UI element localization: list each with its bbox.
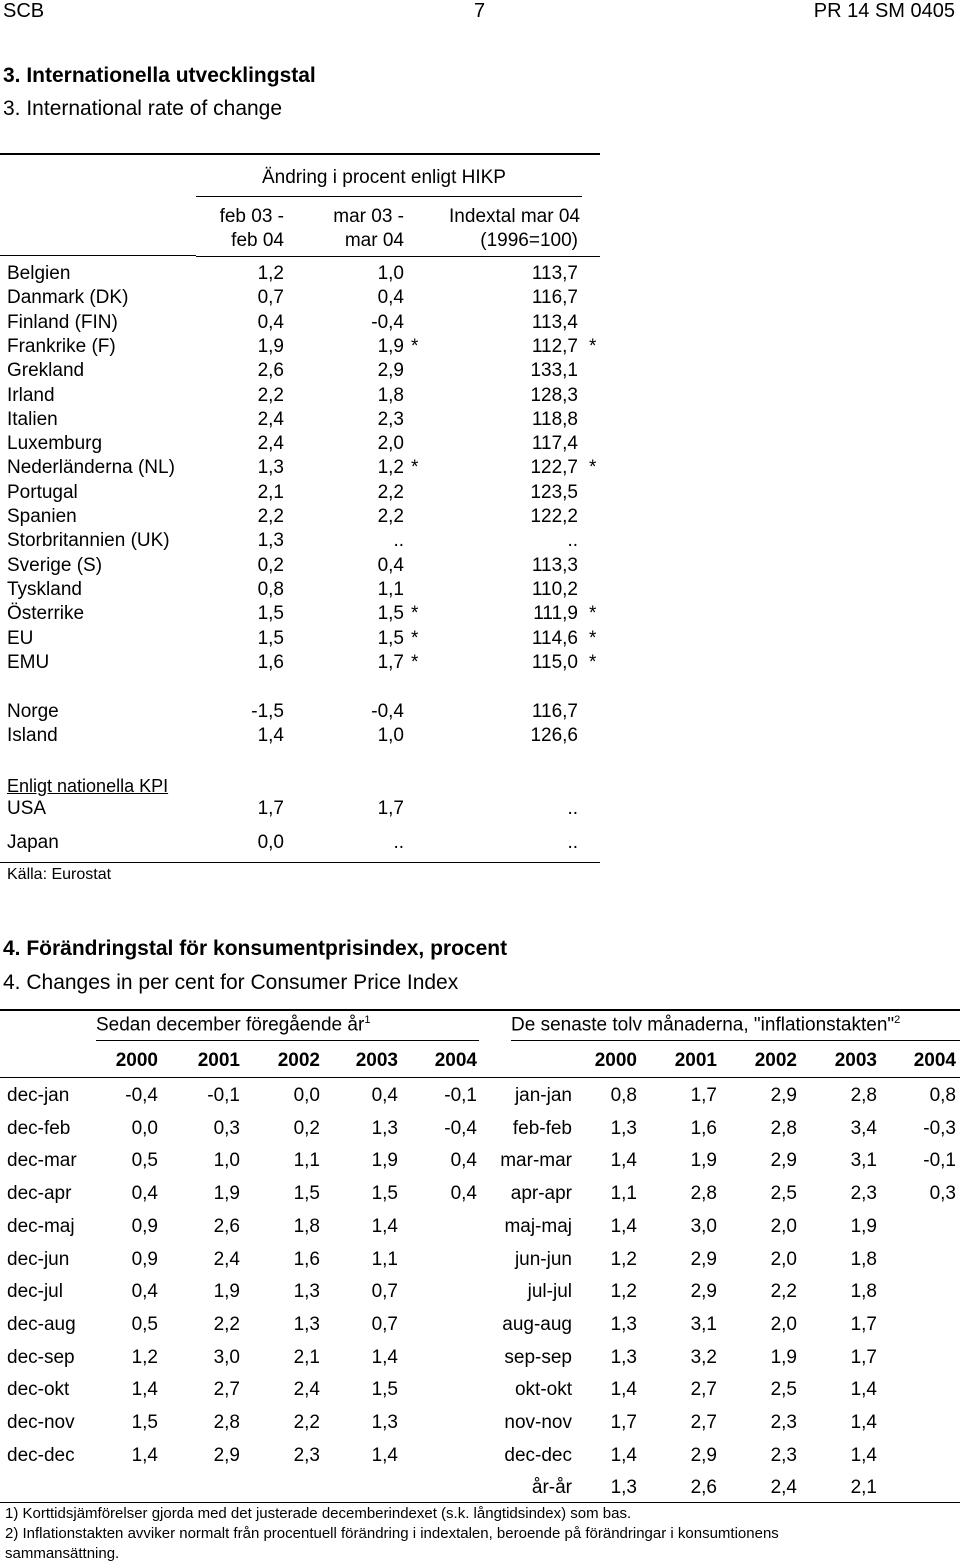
value-left: 1,4 [371,1215,398,1237]
col3-header-line2: (1996=100) [480,230,578,251]
change-feb: 1,3 [257,457,284,479]
value-left: 0,5 [131,1150,158,1172]
value-left: 1,3 [371,1412,398,1433]
table-row [0,1445,960,1478]
change-feb: 0,4 [257,311,284,333]
t2-bottom-rule [0,1502,960,1503]
value-left: 0,3 [213,1117,240,1139]
country-label: Danmark (DK) [7,287,129,309]
value-left: 2,1 [293,1346,320,1368]
country-label: Portugal [7,481,78,503]
value-left: -0,4 [125,1085,158,1106]
country-label: Nederländerna (NL) [7,457,175,479]
left-group-rule [96,1040,479,1041]
change-mar: 1,0 [377,725,404,747]
value-right: 1,4 [850,1379,877,1401]
index-value: 128,3 [530,384,578,406]
value-left: 1,9 [213,1281,240,1303]
index-value: 116,7 [531,287,578,309]
value-left: 1,5 [371,1183,398,1205]
change-mar: 2,9 [377,360,404,382]
value-left: 0,0 [131,1117,158,1139]
change-feb: 1,5 [257,627,284,649]
change-mar-flag: * [411,627,419,649]
period-label-left: dec-nov [7,1412,75,1433]
change-feb: 0,0 [257,832,284,853]
period-label-right: okt-okt [514,1379,572,1401]
value-right: 0,8 [929,1085,956,1106]
value-right: 2,9 [690,1281,717,1303]
col1-header-line2: feb 04 [231,230,284,251]
value-left: 1,9 [371,1150,398,1172]
value-right: 1,9 [770,1346,797,1368]
period-label-right: apr-apr [510,1183,572,1205]
right-group-header [511,1014,900,1036]
year-right-4: 2004 [913,1050,956,1071]
period-label-right: jan-jan [514,1085,572,1106]
value-left: 1,2 [131,1346,158,1368]
year-left-2: 2002 [277,1050,320,1071]
period-label-left: dec-feb [7,1117,71,1139]
left-group-header-text: Sedan december föregående år [96,1014,365,1036]
index-value: 114,6 [531,627,578,649]
change-feb: 1,6 [257,651,284,673]
index-value: 111,9 [533,603,578,625]
period-label-left: dec-jun [7,1248,70,1270]
value-right: 1,2 [610,1281,637,1303]
value-right: 2,8 [850,1085,877,1106]
country-label: Italien [7,408,58,430]
section3-title-en: 3. International rate of change [3,97,283,120]
period-label-left: dec-mar [7,1150,77,1172]
value-right: 2,6 [690,1477,717,1499]
table-row [0,1216,960,1249]
index-value: 112,7 [531,335,578,357]
country-label: USA [7,798,47,819]
country-label: Luxemburg [7,433,103,455]
index-value: 116,7 [531,701,578,722]
change-mar: 0,4 [377,554,404,576]
country-label: Österrike [7,603,85,625]
change-mar: 1,7 [377,798,404,819]
period-label-left: dec-apr [7,1183,72,1205]
section4-title-en: 4. Changes in per cent for Consumer Price Index [3,971,459,994]
index-value-flag: * [589,651,597,673]
value-right: -0,1 [923,1150,956,1172]
value-left: 1,1 [293,1150,320,1172]
change-mar: 0,4 [377,287,404,309]
year-right-1: 2001 [674,1050,717,1071]
index-value: .. [567,798,578,819]
period-label-left: dec-sep [7,1346,75,1368]
value-left: 1,0 [213,1150,240,1172]
change-mar: 2,2 [377,481,404,503]
period-label-right: år-år [531,1477,572,1499]
value-left: 0,0 [293,1085,320,1106]
index-value: 117,4 [531,433,578,455]
index-value: .. [567,530,578,552]
country-label: Irland [7,384,55,406]
period-label-right: sep-sep [504,1346,572,1368]
col1-header-line1: feb 03 - [219,206,284,227]
value-right: 2,0 [770,1313,797,1335]
value-right: 2,9 [690,1444,717,1466]
table-row [0,1183,960,1216]
index-value-flag: * [589,457,597,479]
left-group-header [96,1014,370,1036]
change-mar: 1,0 [377,263,404,284]
value-right: 3,1 [850,1150,877,1172]
index-value: 115,0 [531,651,578,673]
year-left-0: 2000 [115,1050,158,1071]
value-right: 2,2 [770,1281,797,1303]
change-mar: 2,3 [377,408,404,430]
change-feb: 2,6 [257,360,284,382]
value-left: 2,2 [213,1313,240,1335]
country-label: Japan [7,832,59,853]
header-right: PR 14 SM 0405 [813,0,955,22]
page-number: 7 [474,0,486,22]
value-left: 1,4 [371,1444,398,1466]
value-right: 2,9 [690,1248,717,1270]
index-value-flag: * [589,335,597,357]
table-row [0,1150,960,1183]
value-right: 2,3 [850,1183,877,1205]
value-left: 0,4 [371,1085,398,1106]
index-value: 113,3 [531,554,578,576]
value-right: 2,4 [770,1477,797,1499]
period-label-left: dec-jan [7,1085,70,1106]
t2-top-rule [0,1009,960,1011]
country-label: Frankrike (F) [7,335,116,357]
change-mar: 1,8 [377,384,404,406]
country-label: Grekland [7,360,85,382]
table-row [0,1281,960,1314]
value-right: 2,3 [770,1412,797,1433]
change-feb: 1,9 [257,335,284,357]
value-right: 0,3 [929,1183,956,1205]
change-feb: 2,4 [257,408,284,430]
value-right: 1,9 [690,1150,717,1172]
value-left: 0,7 [371,1313,398,1335]
value-right: 2,0 [770,1248,797,1270]
value-right: 1,9 [850,1215,877,1237]
value-right: 1,3 [610,1477,637,1499]
value-right: 2,8 [690,1183,717,1205]
value-left: 2,7 [213,1379,240,1401]
value-right: 1,4 [610,1215,637,1237]
value-right: 3,4 [850,1117,877,1139]
value-right: 1,3 [610,1346,637,1368]
value-right: 3,2 [690,1346,717,1368]
change-mar-flag: * [411,651,419,673]
right-group-header-sup: 2 [894,1014,901,1026]
year-left-4: 2004 [434,1050,477,1071]
change-mar: 1,1 [377,578,404,600]
value-left: 1,5 [131,1412,158,1433]
value-left: 0,9 [131,1215,158,1237]
right-group-rule [511,1040,960,1041]
value-left: 3,0 [213,1346,240,1368]
index-value: 113,4 [531,311,578,333]
index-value: .. [567,832,578,853]
table-row [0,1412,960,1445]
period-label-right: maj-maj [504,1215,572,1237]
change-feb: 1,4 [257,725,284,747]
country-label: Island [7,725,58,747]
change-feb: 0,8 [257,578,284,600]
period-label-right: dec-dec [504,1444,572,1466]
section4-title-sv: 4. Förändringstal för konsumentprisindex, procent [3,937,508,960]
kpi-heading: Enligt nationella KPI [7,776,169,796]
index-value: 123,5 [530,481,578,503]
period-label-left: dec-jul [7,1281,63,1303]
value-left: 0,4 [131,1281,158,1303]
index-value: 110,2 [531,578,578,600]
table-row [0,1314,960,1347]
change-mar: -0,4 [371,701,404,722]
footnote-2: 2) Inflationstakten avviker normalt från procentuell förändring i indextalen, beroende på förändringar i konsumtionens [5,1525,779,1542]
period-label-right: nov-nov [504,1412,572,1433]
change-feb: -1,5 [251,701,284,722]
value-right: 2,1 [850,1477,877,1499]
change-mar: 1,7 [377,651,404,673]
year-right-3: 2003 [834,1050,877,1071]
value-right: 2,0 [770,1215,797,1237]
change-mar: 1,5 [377,627,404,649]
period-label-left: dec-aug [7,1313,76,1335]
value-right: 2,3 [770,1444,797,1466]
value-right: 1,4 [610,1444,637,1466]
index-value: 122,7 [530,457,578,479]
value-right: 1,4 [610,1150,637,1172]
index-value-flag: * [589,603,597,625]
value-left: 0,5 [131,1313,158,1335]
change-feb: 1,2 [257,263,284,284]
value-left: 2,4 [293,1379,320,1401]
period-label-right: jun-jun [514,1248,572,1270]
change-mar: 2,0 [377,433,404,455]
value-right: 1,7 [850,1313,877,1335]
value-right: 0,8 [610,1085,637,1106]
value-right: 2,8 [770,1117,797,1139]
header-left: SCB [3,0,45,22]
value-right: 3,0 [690,1215,717,1237]
value-right: 1,7 [690,1085,717,1106]
value-left: 2,6 [213,1215,240,1237]
value-left: -0,4 [444,1117,477,1139]
table-row [0,1347,960,1380]
change-mar: 1,5 [377,603,404,625]
year-header-rule [0,1077,960,1078]
country-label: Tyskland [7,578,82,600]
change-feb: 0,7 [257,287,284,309]
value-right: 2,7 [690,1412,717,1433]
value-right: 1,7 [850,1346,877,1368]
col2-header-line1: mar 03 - [333,206,404,227]
value-left: 1,3 [371,1117,398,1139]
value-left: 1,3 [293,1281,320,1303]
value-left: 1,4 [371,1346,398,1368]
value-right: 1,3 [610,1117,637,1139]
period-label-right: aug-aug [502,1313,572,1335]
period-label-right: mar-mar [500,1150,572,1172]
period-label-right: jul-jul [527,1281,572,1303]
country-label: Sverige (S) [7,554,103,576]
value-right: 1,4 [610,1379,637,1401]
value-right: 1,8 [850,1248,877,1270]
period-label-left: dec-dec [7,1444,75,1466]
right-group-header-text: De senaste tolv månaderna, "inflationstakten" [511,1014,895,1036]
value-left: 0,4 [450,1150,477,1172]
index-value-flag: * [589,627,597,649]
change-feb: 2,2 [257,506,284,527]
table-row [0,1379,960,1412]
col3-header-line1: Indextal mar 04 [449,206,580,227]
value-left: 0,7 [371,1281,398,1303]
change-feb: 1,7 [257,798,284,819]
change-feb: 2,4 [257,433,284,455]
table-row [0,1118,960,1151]
country-label: Belgien [7,263,71,284]
index-value: 122,2 [530,506,578,527]
index-value: 113,7 [531,263,578,284]
value-left: 1,8 [293,1215,320,1237]
year-row [0,1050,960,1083]
value-right: 3,1 [690,1313,717,1335]
change-feb: 2,2 [257,384,284,406]
value-left: 1,3 [293,1313,320,1335]
value-right: 2,9 [770,1085,797,1106]
value-right: 1,4 [850,1412,877,1433]
value-right: 2,9 [770,1150,797,1172]
value-left: 2,9 [213,1444,240,1466]
country-label: Spanien [7,506,77,527]
year-left-3: 2003 [355,1050,398,1071]
change-mar: .. [393,832,404,853]
value-right: 2,7 [690,1379,717,1401]
value-left: 2,8 [213,1412,240,1433]
value-left: 0,9 [131,1248,158,1270]
value-left: -0,1 [444,1085,477,1106]
section3-title-sv: 3. Internationella utvecklingstal [3,64,316,87]
value-right: -0,3 [923,1117,956,1139]
table-row [0,1085,960,1118]
value-left: 1,6 [293,1248,320,1270]
left-group-header-sup: 1 [364,1014,371,1026]
col2-header-line2: mar 04 [344,230,404,251]
change-mar: .. [393,530,404,552]
country-label: EMU [7,651,50,673]
change-feb: 0,2 [257,554,284,576]
change-feb: 1,5 [257,603,284,625]
value-left: 2,2 [293,1412,320,1433]
change-feb: 2,1 [257,481,284,503]
period-label-left: dec-okt [7,1379,70,1401]
value-right: 1,3 [610,1313,637,1335]
country-label: Storbritannien (UK) [7,530,170,552]
value-left: 1,4 [131,1379,158,1401]
year-right-0: 2000 [594,1050,637,1071]
value-left: 1,9 [213,1183,240,1205]
year-right-2: 2002 [754,1050,797,1071]
index-value: 118,8 [531,408,578,430]
change-mar-flag: * [411,603,419,625]
footnote-2-cont: sammansättning. [5,1545,120,1562]
footnote-1: 1) Korttidsjämförelser gjorda med det justerade decemberindexet (s.k. långtidsindex) som bas. [5,1505,632,1522]
change-mar: 2,2 [377,506,404,527]
value-left: 0,4 [131,1183,158,1205]
group-header: Ändring i procent enligt HIKP [262,167,506,188]
change-mar-flag: * [411,457,419,479]
period-label-left: dec-maj [7,1215,75,1237]
value-right: 1,8 [850,1281,877,1303]
value-right: 2,5 [770,1379,797,1401]
value-left: 1,4 [131,1444,158,1466]
value-left: -0,1 [207,1085,240,1106]
value-left: 0,4 [450,1183,477,1205]
index-value: 126,6 [530,725,578,747]
change-feb: 1,3 [257,530,284,552]
value-left: 0,2 [293,1117,320,1139]
value-right: 1,6 [690,1117,717,1139]
value-right: 2,5 [770,1183,797,1205]
change-mar: -0,4 [371,311,404,333]
change-mar: 1,2 [377,457,404,479]
country-label: Norge [7,701,59,722]
value-left: 1,5 [371,1379,398,1401]
source-note: Källa: Eurostat [7,866,112,883]
value-left: 1,1 [371,1248,398,1270]
value-left: 1,5 [293,1183,320,1205]
value-right: 1,2 [610,1248,637,1270]
value-left: 2,4 [213,1248,240,1270]
value-left: 2,3 [293,1444,320,1466]
period-label-right: feb-feb [512,1117,572,1139]
year-left-1: 2001 [197,1050,240,1071]
table-row [0,1249,960,1282]
value-right: 1,4 [850,1444,877,1466]
change-mar: 1,9 [377,335,404,357]
value-right: 1,1 [610,1183,637,1205]
index-value: 133,1 [530,360,578,382]
country-label: EU [7,627,34,649]
change-mar-flag: * [411,335,419,357]
country-label: Finland (FIN) [7,311,118,333]
value-right: 1,7 [610,1412,637,1433]
